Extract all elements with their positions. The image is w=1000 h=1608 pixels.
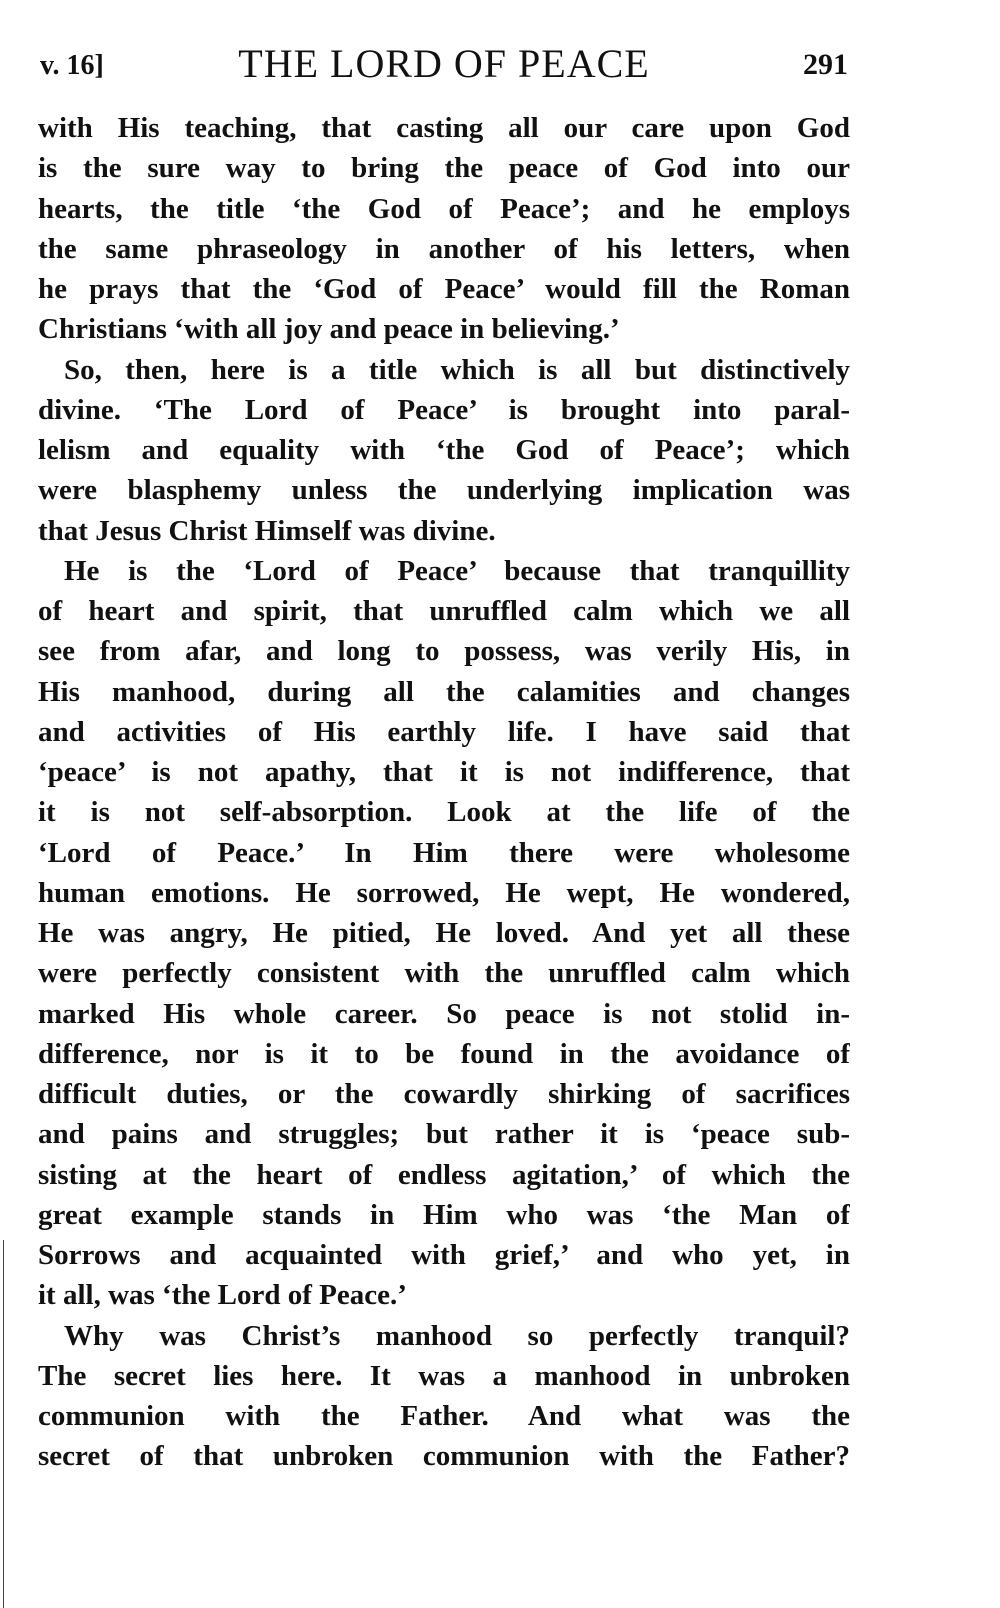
text-line: secret of that unbroken communion with the Father?	[38, 1440, 850, 1473]
chapter-verse-reference: v. 16]	[40, 50, 104, 81]
text-line: ‘peace’ is not apathy, that it is not indifference, that	[38, 756, 850, 788]
text-line: of heart and spirit, that unruffled calm which we all	[38, 595, 850, 627]
text-line: it is not self-absorption. Look at the life of the	[38, 796, 850, 829]
text-line: hearts, the title ‘the God of Peace’; and he employs	[38, 192, 850, 225]
body-text	[38, 108, 850, 1477]
text-line: were blasphemy unless the underlying implication was	[38, 474, 850, 507]
text-line: with His teaching, that casting all our care upon God	[38, 112, 850, 144]
running-title: THE LORD OF PEACE	[238, 41, 650, 86]
text-line: Why was Christ’s manhood so perfectly tranquil?	[64, 1319, 850, 1352]
text-line: He was angry, He pitied, He loved. And yet all these	[38, 917, 850, 949]
text-line: that Jesus Christ Himself was divine.	[38, 514, 496, 547]
page-edge-line	[3, 1240, 4, 1608]
text-line: he prays that the ‘God of Peace’ would fill the Roman	[38, 273, 850, 305]
text-line: marked His whole career. So peace is not stolid in-	[38, 997, 850, 1030]
text-line: Sorrows and acquainted with grief,’ and who yet, in	[38, 1239, 850, 1271]
text-line: lelism and equality with ‘the God of Peace’; which	[38, 434, 850, 466]
text-line: His manhood, during all the calamities and changes	[38, 675, 850, 708]
text-line: great example stands in Him who was ‘the Man of	[38, 1198, 850, 1231]
text-line: the same phraseology in another of his letters, when	[38, 232, 850, 265]
text-line: divine. ‘The Lord of Peace’ is brought into paral-	[38, 393, 850, 426]
text-line: So, then, here is a title which is all but distinctively	[64, 353, 850, 386]
text-line: is the sure way to bring the peace of God into our	[38, 152, 850, 185]
text-line: difficult duties, or the cowardly shirking of sacrifices	[38, 1078, 850, 1110]
text-line: were perfectly consistent with the unruffled calm which	[38, 957, 850, 990]
text-line: and activities of His earthly life. I have said that	[38, 715, 850, 748]
text-line: difference, nor is it to be found in the avoidance of	[38, 1037, 850, 1070]
text-line: Christians ‘with all joy and peace in believing.’	[38, 313, 620, 346]
text-line: He is the ‘Lord of Peace’ because that tranquillity	[64, 554, 850, 587]
text-line: it all, was ‘the Lord of Peace.’	[38, 1279, 407, 1312]
text-line: The secret lies here. It was a manhood in unbroken	[38, 1359, 850, 1392]
text-line: and pains and struggles; but rather it is ‘peace sub-	[38, 1118, 850, 1151]
text-line: sisting at the heart of endless agitation,’ of which the	[38, 1158, 850, 1191]
text-line: human emotions. He sorrowed, He wept, He wondered,	[38, 876, 850, 909]
running-header	[40, 38, 848, 88]
page-number: 291	[803, 48, 848, 81]
text-line: communion with the Father. And what was the	[38, 1400, 850, 1432]
text-line: ‘Lord of Peace.’ In Him there were wholesome	[38, 836, 850, 869]
text-line: see from afar, and long to possess, was verily His, in	[38, 635, 850, 668]
